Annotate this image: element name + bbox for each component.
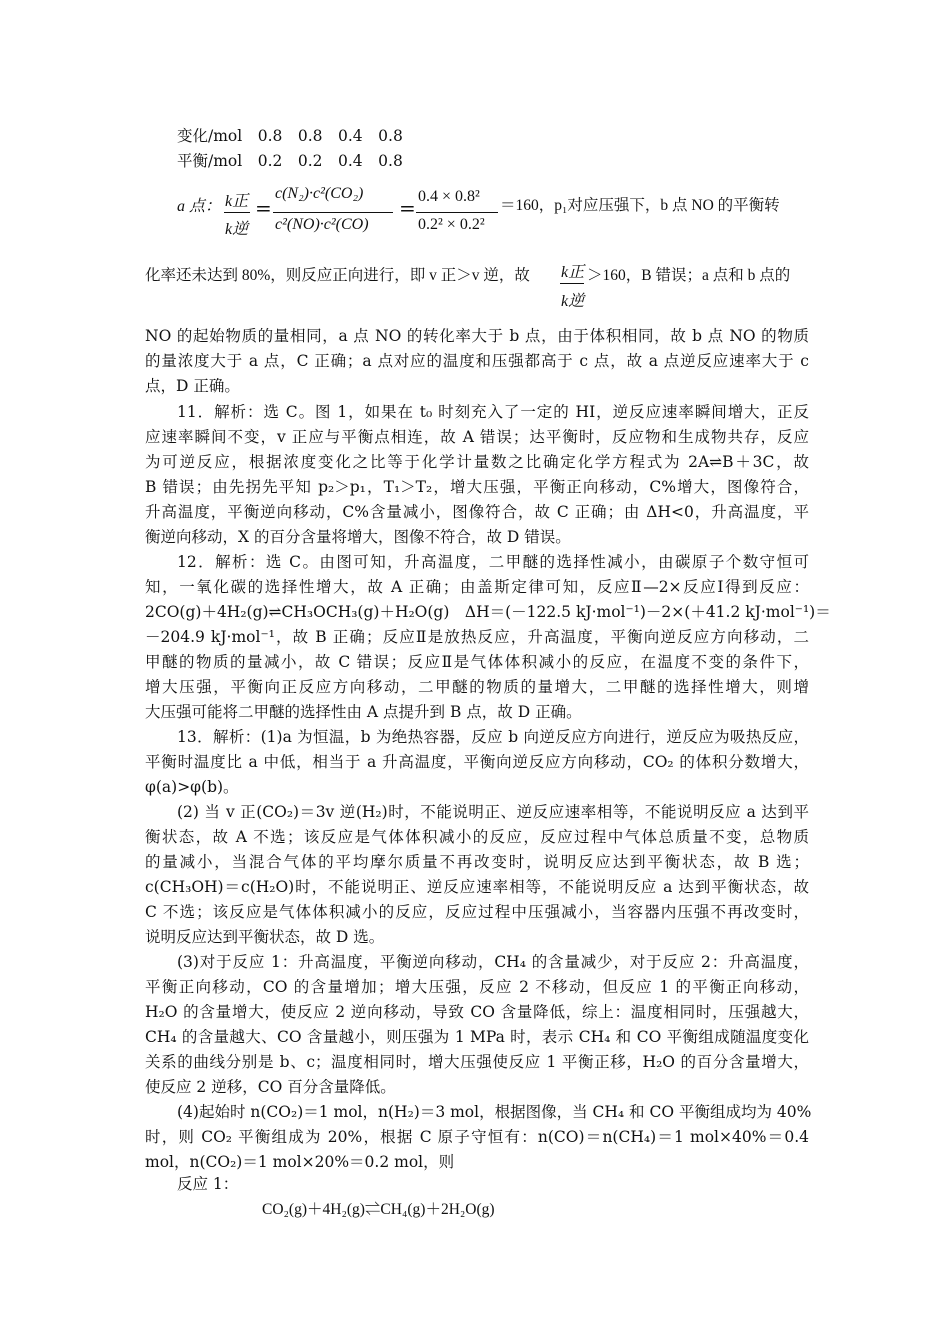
q13-line: mol，n(CO₂)＝1 mol×20%＝0.2 mol，则 <box>145 1153 455 1171</box>
q12-line: －204.9 kJ·mol⁻¹，故 B 正确；反应Ⅱ是放热反应，升高温度，平衡向逆反应方向移动，二 <box>145 628 809 646</box>
q13-line: (2) 当 v 正(CO₂)＝3v 逆(H₂)时，不能说明正、逆反应速率相等，不能说明反应 a 达到平 <box>177 803 809 821</box>
q13-line: c(CH₃OH)＝c(H₂O)时，不能说明正、逆反应速率相等，不能说明反应 a 达到平衡状态，故 <box>145 878 809 896</box>
k-reverse-inline: k逆 <box>561 293 585 310</box>
q13-line: 时，则 CO₂ 平衡组成为 20%，根据 C 原子守恒有：n(CO)＝n(CH₄)＝1 mol×40%＝0.4 <box>145 1128 809 1146</box>
q12-line: 知，一氧化碳的选择性增大，故 A 正确；由盖斯定律可知，反应Ⅱ—2×反应Ⅰ得到反应： <box>145 578 809 596</box>
q13-line: 平衡时温度比 a 中低，相当于 a 升高温度，平衡向逆反应方向移动，CO₂ 的体积分数增大， <box>145 753 809 771</box>
equals-sign: = <box>255 196 272 220</box>
q11-line: 衡逆向移动，X 的百分含量将增大，图像不符合，故 D 错误。 <box>145 528 571 546</box>
q13-line: 说明反应达到平衡状态，故 D 选。 <box>145 928 385 946</box>
text-line: 的量浓度大于 a 点，C 正确；a 点对应的温度和压强都高于 c 点，故 a 点逆反应速率大于 c <box>145 352 809 370</box>
q13-line: CH₄ 的含量越大、CO 含量越小，则压强为 1 MPa 时，表示 CH₄ 和 CO 平衡组成随温度变化 <box>145 1028 809 1046</box>
q13-line: φ(a)>φ(b)。 <box>145 778 239 796</box>
k-forward: k正 <box>225 193 249 210</box>
q11-line: 11．解析：选 C。图 1，如果在 t₀ 时刻充入了一定的 HI，逆反应速率瞬间增大，正反 <box>177 403 809 421</box>
k-forward-inline: k正 <box>561 264 585 281</box>
q13-line: 使反应 2 逆移，CO 百分含量降低。 <box>145 1078 396 1096</box>
q12-line: 增大压强，平衡向正反应方向移动，二甲醚的物质的量增大，二甲醚的选择性增大，则增 <box>145 678 809 696</box>
reaction-label: 反应 1： <box>177 1175 239 1193</box>
value-numerator: 0.4 × 0.8² <box>418 188 480 205</box>
a-point-prefix: a 点： <box>177 198 222 215</box>
fraction-bar <box>273 212 393 213</box>
text-line: 点，D 正确。 <box>145 377 240 395</box>
q11-line: 升高温度，平衡逆向移动，C%含量减小，图像符合，故 C 正确；由 ΔH<0，升高温度，平 <box>145 503 809 521</box>
fraction-bar <box>416 212 498 213</box>
value-denominator: 0.2² × 0.2² <box>418 216 485 233</box>
q12-line: 大压强可能将二甲醚的选择性由 A 点提升到 B 点，故 D 正确。 <box>145 703 582 721</box>
conversion-line-end: ＞160，B 错误；a 点和 b 点的 <box>587 267 791 284</box>
conversion-line: 化率还未达到 80%，则反应正向进行，即 v 正＞v 逆，故 <box>145 267 530 284</box>
equilibrium-row: 平衡/mol 0.2 0.2 0.4 0.8 <box>177 152 403 170</box>
q13-line: (4)起始时 n(CO₂)＝1 mol，n(H₂)＝3 mol，根据图像，当 CH₄ 和 CO 平衡组成均为 40% <box>177 1103 812 1121</box>
q12-line: 甲醚的物质的量减小，故 C 错误；反应Ⅱ是气体体积减小的反应，在温度不变的条件下， <box>145 653 809 671</box>
text-line: NO 的起始物质的量相同，a 点 NO 的转化率大于 b 点，由于体积相同，故 b 点 NO 的物质 <box>145 327 809 345</box>
q13-line: 衡状态，故 A 不选；该反应是气体体积减小的反应，反应过程中气体总质量不变，总物质 <box>145 828 809 846</box>
q11-line: 应速率瞬间不变，v 正应与平衡点相连，故 A 错误；达平衡时，反应物和生成物共存，反应 <box>145 428 809 446</box>
a-point-suffix: ＝160，p₁对应压强下，b 点 NO 的平衡转 <box>500 197 780 214</box>
q13-line: (3)对于反应 1：升高温度，平衡逆向移动，CH₄ 的含量减少，对于反应 2：升高温度， <box>177 953 809 971</box>
q11-line: B 错误；由先拐先平知 p₂＞p₁，T₁＞T₂，增大压强，平衡正向移动，C%增大，图像符合， <box>145 478 809 496</box>
fraction-denominator: c²(NO)·c²(CO) <box>275 216 369 233</box>
k-reverse: k逆 <box>225 221 249 238</box>
fraction-bar <box>224 212 250 213</box>
q13-line: C 不选；该反应是气体体积减小的反应，反应过程中压强减小，当容器内压强不再改变时， <box>145 903 809 921</box>
q13-line: 平衡正向移动，CO 的含量增加；增大压强，反应 2 不移动，但反应 1 的平衡正向移动， <box>145 978 809 996</box>
q12-line: 2CO(g)＋4H₂(g)⇌CH₃OCH₃(g)＋H₂O(g) ΔH＝(－122.5 kJ·mol⁻¹)－2×(＋41.2 kJ·mol⁻¹)＝ <box>145 603 831 621</box>
q12-line: 12．解析：选 C。由图可知，升高温度，二甲醚的选择性减小，由碳原子个数守恒可 <box>177 553 809 571</box>
q13-line: 关系的曲线分别是 b、c；温度相同时，增大压强使反应 1 平衡正移，H₂O 的百分含量增大， <box>145 1053 809 1071</box>
q13-line: 的量减小，当混合气体的平均摩尔质量不再改变时，说明反应达到平衡状态，故 B 选； <box>145 853 809 871</box>
fraction-numerator: c(N₂)·c²(CO₂) <box>275 185 364 202</box>
equals-sign: = <box>399 196 416 220</box>
q11-line: 为可逆反应，根据浓度变化之比等于化学计量数之比确定化学方程式为 2A⇌B＋3C，故 <box>145 453 809 471</box>
change-row: 变化/mol 0.8 0.8 0.4 0.8 <box>177 127 403 145</box>
q13-line: H₂O 的含量增大，使反应 2 逆向移动，导致 CO 含量降低，综上：温度相同时，压强越大， <box>145 1003 809 1021</box>
fraction-bar <box>560 283 584 284</box>
reaction-equation: CO₂(g)＋4H₂(g)⇌CH₄(g)＋2H₂O(g) <box>262 1201 495 1218</box>
q13-line: 13．解析：(1)a 为恒温，b 为绝热容器，反应 b 向逆反应方向进行，逆反应为吸热反应， <box>177 728 809 746</box>
